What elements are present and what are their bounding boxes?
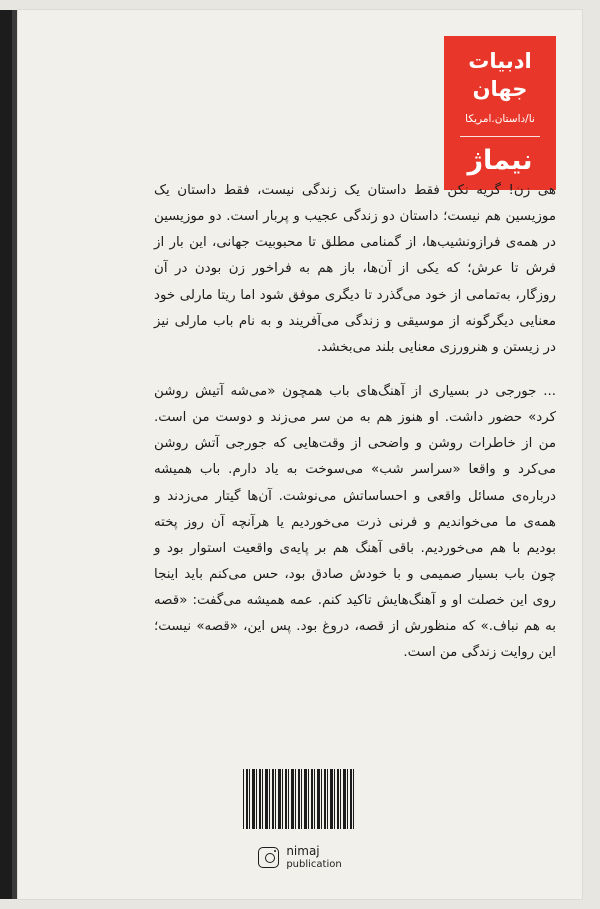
category-label: نا/داستان.امریکا — [465, 113, 535, 126]
brand-divider — [460, 136, 540, 137]
instagram-icon — [258, 847, 279, 868]
publisher-name: nimaj — [286, 843, 320, 858]
publisher-footer-text — [286, 844, 341, 872]
publisher-brand-box — [444, 36, 556, 190]
publisher-subtitle: publication — [286, 858, 342, 870]
series-title-line1: ادبیات — [468, 49, 532, 73]
back-cover-text-column — [154, 178, 556, 681]
publisher-footer — [244, 844, 356, 872]
cover-surface — [18, 10, 582, 899]
barcode-icon — [242, 768, 356, 830]
blurb-paragraph-1: هی زن! گریه نکن فقط داستان یک زندگی نیست، فقط داستان یک موزیسین هم نیست؛ داستان دو زندگی عجیب و پربار است. دو موزیسین در همه‌ی فرازونشیب‌ها، از گمنامی مطلق تا محبوبیت جهانی، این بار از فرش تا عرش؛ که یکی از آن‌ها، باز هم به فراخور زن بودن در آن روزگار، به‌تمامی از خود می‌گذرد تا دیگری موفق شود اما ریتا مارلی خود معنایی دیگرگونه از موسیقی و زندگی می‌آفریند و به نام باب مارلی نیز در زیستن و هنرورزی معنایی بلند می‌بخشد. — [154, 183, 556, 355]
publisher-logo-text: نیماژ — [467, 145, 533, 177]
series-title — [450, 48, 550, 103]
series-title-line2: جهان — [472, 76, 528, 101]
blurb-paragraph-2: ... جورجی در بسیاری از آهنگ‌های باب همچون «می‌شه آتیش روشن کرد» حضور داشت. او هنوز هم به من سر می‌زند و دوست من است. من از خاطرات روشن و واضحی از وقت‌هایی که جورجی آتش روشن می‌کرد و واقعا «سراسر شب» می‌سوخت به یاد دارم. باب همیشه درباره‌ی مسائل واقعی و احساساتش می‌نوشت. آن‌ها گیتار می‌زدند و همه‌ی ما می‌خواندیم و فرنی ذرت می‌خوردیم یا هرآنچه آن روز پخته بودیم با هم می‌خوردیم. باقی آهنگ هم بر پایه‌ی واقعیت استوار بود و چون باب بسیار صمیمی و با خودش صادق بود، حس می‌کنم باید اینجا روی این خصلت او و آهنگ‌هایش تاکید کنم. عمه همیشه می‌گفت: «قصه به هم نباف.» که منظورش از قصه، دروغ بود. پس این، «قصه» نیست؛ این روایت زندگی من است. — [154, 383, 556, 661]
barcode-block — [244, 768, 356, 872]
